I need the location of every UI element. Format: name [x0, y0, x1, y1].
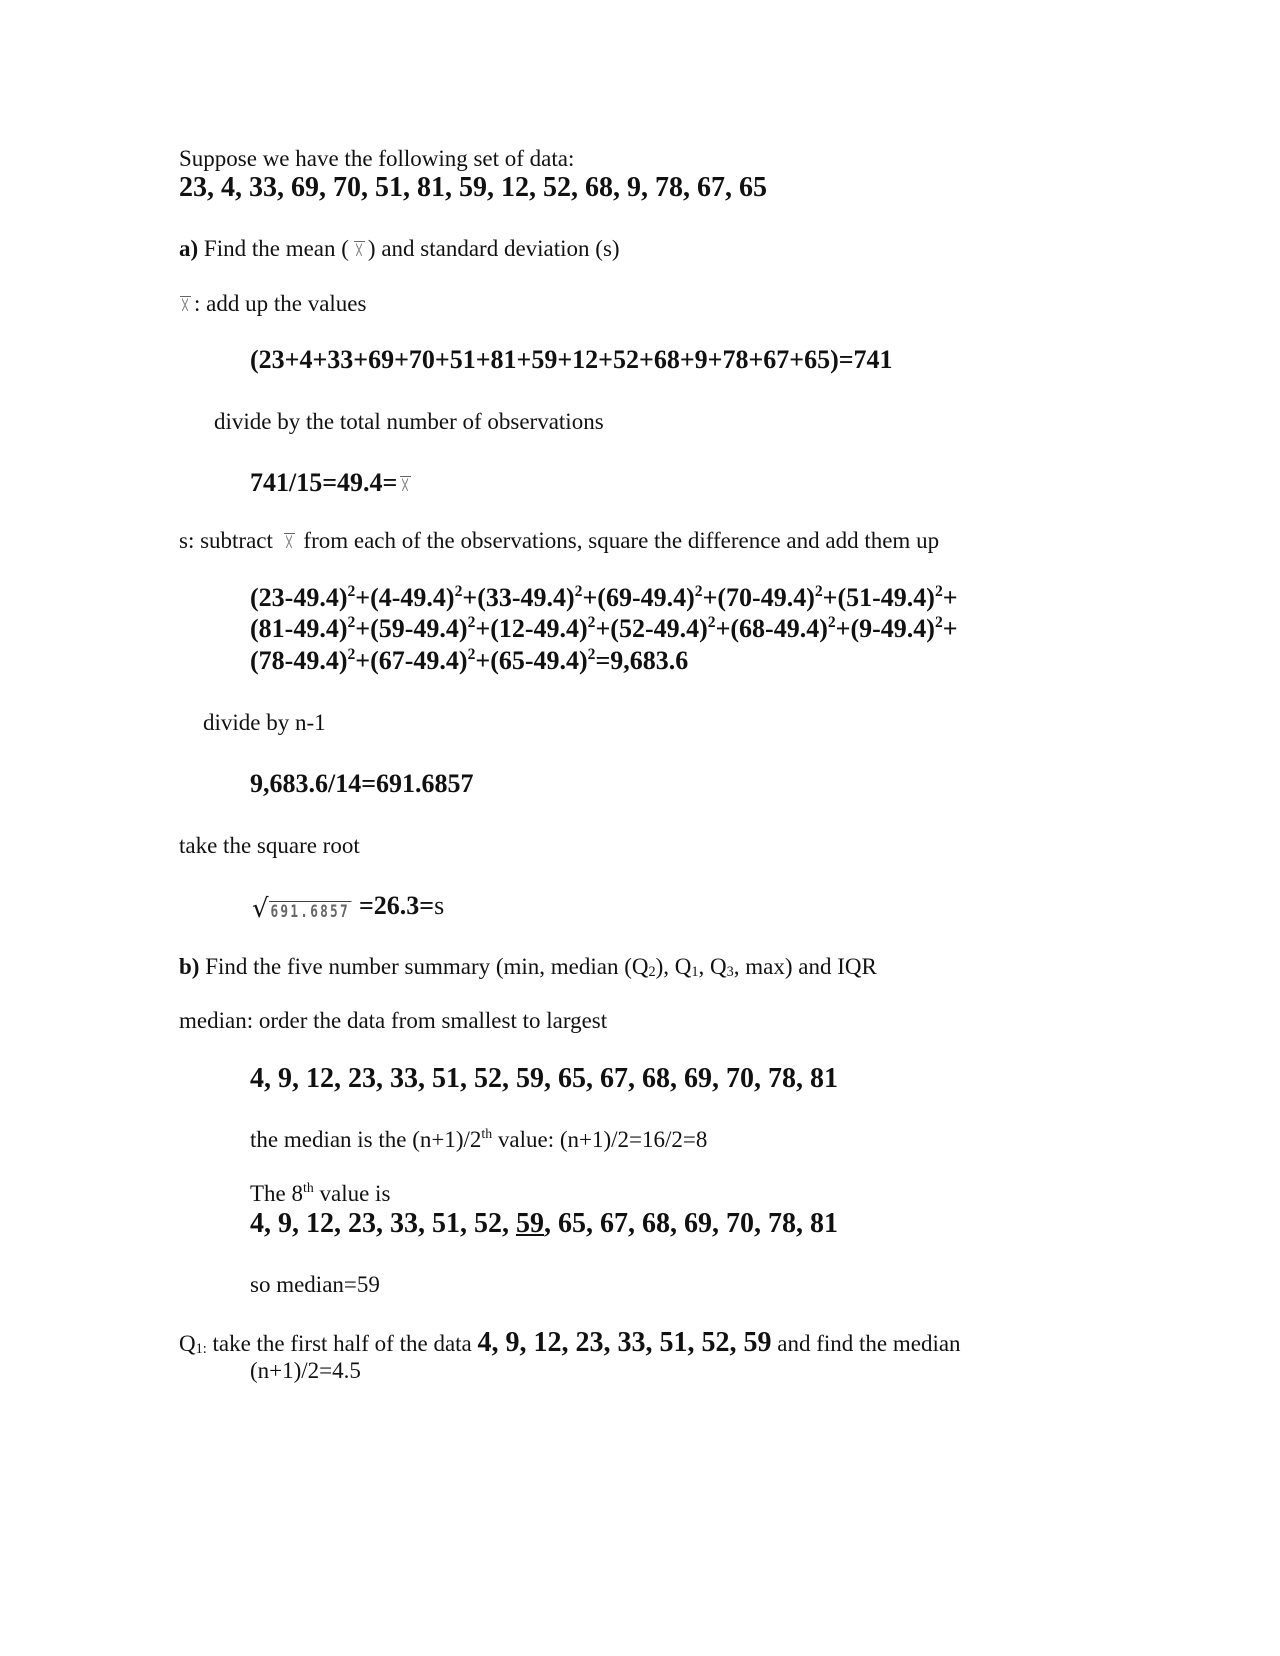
xbar-icon: [353, 240, 364, 257]
sum-expression: (23+4+33+69+70+51+81+59+12+52+68+9+78+67+65)=741: [250, 345, 893, 374]
sqrt-symbol: √691.6857: [252, 894, 350, 924]
sqrt-result: =26.3=: [358, 891, 435, 920]
variance-expression: 9,683.6/14=691.6857: [250, 769, 474, 798]
squares-line-3: $(78-49.4)^2+(67-49.4)^2+(65-49.4)^2=9,683.6$: [250, 645, 689, 675]
part-a-label: a): [179, 236, 199, 261]
squares-line-1: $(23-49.4)^2+(4-49.4)^2+(33-49.4)^2+(69-49.4)^2+(70-49.4)^2+(51-49.4)^2+$: [250, 582, 958, 612]
ordered-data-highlighted: 4, 9, 12, 23, 33, 51, 52, 59, 65, 67, 68, 69, 70, 78, 81: [250, 1208, 838, 1239]
s-step: [179, 529, 939, 552]
xbar-icon: [179, 295, 190, 312]
divide-total-text: divide by the total number of observations: [214, 409, 604, 434]
part-a-text: Find the mean (: [203, 236, 349, 261]
dataset: 23, 4, 33, 69, 70, 51, 81, 59, 12, 52, 68, 9, 78, 67, 65: [179, 172, 767, 203]
s-step-prefix: s: subtract: [179, 528, 273, 553]
intro-text: Suppose we have the following set of data:: [179, 146, 575, 171]
mean-expression: [250, 470, 414, 496]
eighth-value-text: The 8th value is: [250, 1180, 391, 1206]
sqrt-s: s: [434, 891, 445, 920]
median-value-underlined: 59: [516, 1208, 544, 1239]
median-step-text: median: order the data from smallest to largest: [179, 1008, 608, 1033]
xbar-icon: [283, 532, 294, 549]
sqrt-expression: [252, 893, 444, 922]
squares-line-2: $(81-49.4)^2+(59-49.4)^2+(12-49.4)^2+(52-49.4)^2+(68-49.4)^2+(9-49.4)^2+$: [250, 613, 958, 643]
sqrt-radicand: 691.6857: [270, 902, 350, 922]
q1-data: 4, 9, 12, 23, 33, 51, 52, 59: [477, 1327, 772, 1358]
q1-step: $Q_{1:}$ take the first half of the data 4, 9, 12, 23, 33, 51, 52, 59 and find the median: [179, 1327, 961, 1358]
mean-expr-text: 741/15=49.4=: [250, 468, 398, 497]
s-step-suffix: from each of the observations, square the difference and add them up: [303, 528, 940, 553]
xbar-icon: [399, 475, 410, 492]
part-b-label: b): [179, 954, 200, 979]
part-a-text-end: ) and standard deviation (s): [367, 236, 620, 261]
q1-formula: (n+1)/2=4.5: [250, 1358, 361, 1383]
part-a-heading: [179, 237, 620, 260]
median-rule: the median is the (n+1)/2th value: (n+1)/2=16/2=8: [250, 1126, 708, 1152]
ordered-data: 4, 9, 12, 23, 33, 51, 52, 59, 65, 67, 68, 69, 70, 78, 81: [250, 1063, 838, 1094]
divide-n1-text: divide by n-1: [203, 710, 326, 735]
median-result-text: so median=59: [250, 1272, 380, 1297]
xbar-step-text: : add up the values: [194, 291, 367, 316]
take-root-text: take the square root: [179, 833, 360, 858]
xbar-step: [179, 292, 366, 315]
part-b-heading: b) Find the five number summary (min, median $(Q_2)$, $Q_1$, $Q_3$, max) and IQR: [179, 954, 877, 981]
